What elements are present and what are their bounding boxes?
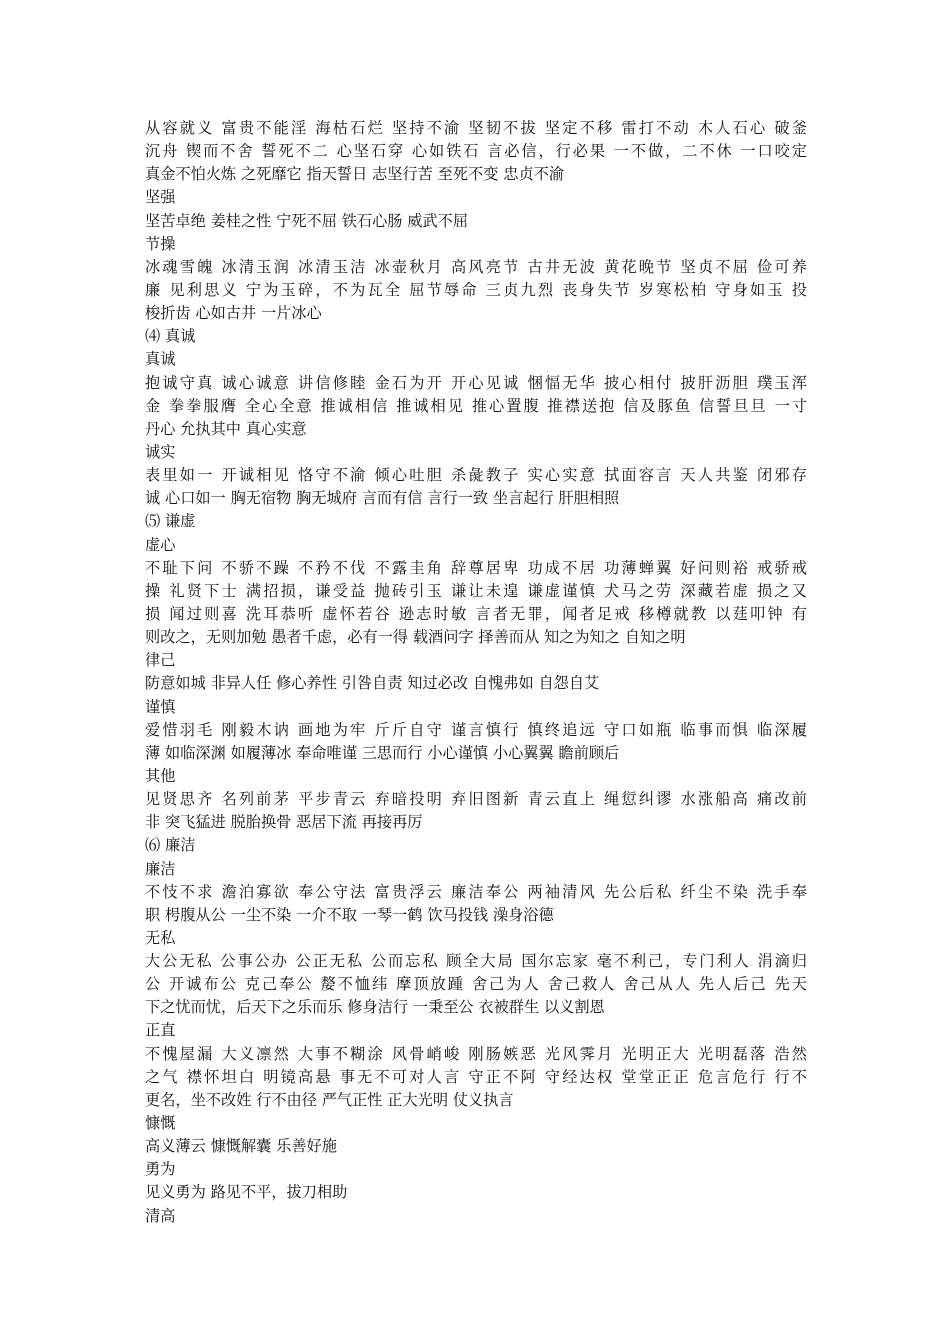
text-line: 见义勇为 路见不平，拔刀相助	[145, 1183, 348, 1202]
document-page	[145, 117, 807, 1228]
text-line: 防意如城 非异人任 修心养性 引咎自责 知过必改 自愧弗如 自怨自艾	[145, 674, 600, 693]
text-line: 不耻下问 不骄不躁 不矜不伐 不露圭角 辞尊居卑 功成不居 功薄蝉翼 好问则裕 戒骄戒	[145, 558, 807, 577]
text-line: 梭折齿 心如古井 一片冰心	[145, 304, 322, 323]
text-line: 廉 见利思义 宁为玉碎，不为瓦全 屈节辱命 三贞九烈 丧身失节 岁寒松柏 守身如玉 投	[145, 280, 807, 299]
text-line: 坚苦卓绝 姜桂之性 宁死不屈 铁石心肠 威武不屈	[145, 211, 469, 230]
text-line: 操 礼贤下士 满招损，谦受益 抛砖引玉 谦让未遑 谦虚谨慎 犬马之劳 深藏若虚 损之又	[145, 581, 807, 600]
text-line: 之气 襟怀坦白 明镜高悬 事无不可对人言 守正不阿 守经达权 堂堂正正 危言危行 行不	[145, 1067, 807, 1086]
text-line: 薄 如临深渊 如履薄冰 奉命唯谨 三思而行 小心谨慎 小心翼翼 瞻前顾后	[145, 743, 620, 762]
text-line: 沉舟 锲而不舍 誓死不二 心坚石穿 心如铁石 言必信，行必果 一不做，二不休 一口咬定	[145, 142, 807, 161]
text-line: 无私	[145, 928, 176, 947]
text-line: 慷慨	[145, 1114, 176, 1133]
text-line: 廉洁	[145, 859, 176, 878]
text-line: 高义薄云 慷慨解囊 乐善好施	[145, 1137, 337, 1156]
text-line: 其他	[145, 766, 176, 785]
text-line: 损 闻过则喜 洗耳恭听 虚怀若谷 逊志时敏 言者无罪，闻者足戒 移樽就教 以莛叩钟 有	[145, 604, 807, 623]
text-line: 见贤思齐 名列前茅 平步青云 弃暗投明 弃旧图新 青云直上 绳愆纠谬 水涨船高 痛改前	[145, 790, 807, 809]
text-line: 则改之，无则加勉 愚者千虑，必有一得 载酒问字 择善而从 知之为知之 自知之明	[145, 628, 686, 647]
text-line: 律己	[145, 651, 176, 670]
text-line: 勇为	[145, 1160, 176, 1179]
text-line: ⑹ 廉洁	[145, 836, 196, 855]
text-line: 坚强	[145, 188, 176, 207]
text-line: 非 突飞猛进 脱胎换骨 恶居下流 再接再厉	[145, 813, 423, 832]
text-line: 诚 心口如一 胸无宿物 胸无城府 言而有信 言行一致 坐言起行 肝胆相照	[145, 489, 620, 508]
text-line: 金 拳拳服膺 全心全意 推诚相信 推诚相见 推心置腹 推襟送抱 信及豚鱼 信誓旦旦 一寸	[145, 396, 807, 415]
text-line: ⑸ 谦虚	[145, 512, 196, 531]
text-line: 表里如一 开诚相见 恪守不渝 倾心吐胆 杀彘教子 实心实意 拭面容言 天人共鉴 闭邪存	[145, 466, 807, 485]
text-line: 抱诚守真 诚心诚意 讲信修睦 金石为开 开心见诚 悃愊无华 披心相付 披肝沥胆 璞玉浑	[145, 373, 807, 392]
text-line: 清高	[145, 1206, 176, 1225]
text-line: 不愧屋漏 大义凛然 大事不糊涂 风骨峭峻 刚肠嫉恶 光风霁月 光明正大 光明磊落 浩然	[145, 1044, 807, 1063]
text-line: 公 开诚布公 克己奉公 嫠不恤纬 摩顶放踵 舍己为人 舍己救人 舍己从人 先人后己 先天	[145, 975, 807, 994]
text-line: 职 枵腹从公 一尘不染 一介不取 一琴一鹤 饮马投钱 澡身浴德	[145, 905, 554, 924]
text-line: 丹心 允执其中 真心实意	[145, 419, 307, 438]
text-line: 真诚	[145, 350, 176, 369]
text-line: 诚实	[145, 442, 176, 461]
text-line: 大公无私 公事公办 公正无私 公而忘私 顾全大局 国尔忘家 毫不利己，专门利人 涓滴归	[145, 952, 807, 971]
text-line: 正直	[145, 1021, 176, 1040]
text-line: 真金不怕火炼 之死靡它 指天誓日 志坚行苦 至死不变 忠贞不渝	[145, 165, 565, 184]
text-line: 从容就义 富贵不能淫 海枯石烂 坚持不渝 坚韧不拔 坚定不移 雷打不动 木人石心 破釜	[145, 119, 807, 137]
text-line: 冰魂雪魄 冰清玉润 冰清玉洁 冰壶秋月 高风亮节 古井无波 黄花晚节 坚贞不屈 俭可养	[145, 257, 807, 276]
text-line: 爱惜羽毛 刚毅木讷 画地为牢 斤斤自守 谨言慎行 慎终追远 守口如瓶 临事而惧 临深履	[145, 720, 807, 739]
text-line: 节操	[145, 234, 176, 253]
text-line: 谨慎	[145, 697, 176, 716]
text-line: 更名，坐不改姓 行不由径 严气正性 正大光明 仗义执言	[145, 1090, 514, 1109]
text-line: ⑷ 真诚	[145, 327, 196, 346]
text-line: 虚心	[145, 535, 176, 554]
text-line: 下之忧而忧，后天下之乐而乐 修身洁行 一秉至公 衣被群生 以义割恩	[145, 998, 605, 1017]
text-line: 不忮不求 澹泊寡欲 奉公守法 富贵浮云 廉洁奉公 两袖清风 先公后私 纤尘不染 洗手奉	[145, 882, 807, 901]
